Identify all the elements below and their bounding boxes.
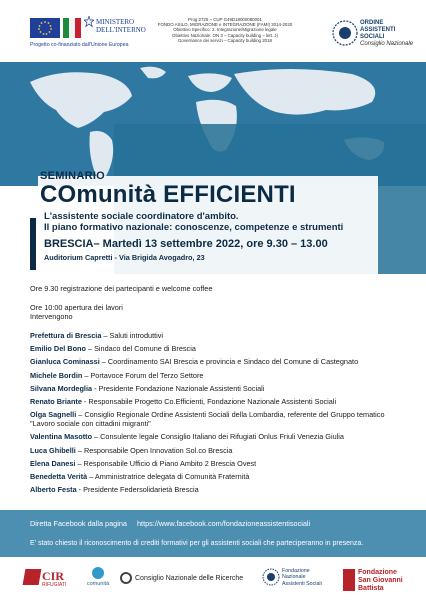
- speaker-item: Emilio Del Bono – Sindaco del Comune di Brescia: [30, 344, 196, 354]
- fsg-mark-icon: [343, 569, 355, 591]
- program-section: [30, 284, 400, 498]
- event-type-label: SEMINARIO: [40, 170, 106, 182]
- fnas-name: Fondazione Nazionale Assistenti Sociali: [282, 568, 322, 587]
- comunita-dot-icon: [92, 567, 104, 579]
- speaker-item: Olga Sagnelli – Consiglio Regionale Ordine Assistenti Sociali della Lombardia, referente del Gruppo tematico "Lavoro sociale con cittadini migranti": [30, 410, 385, 429]
- hero-banner: [0, 58, 426, 276]
- speaker-item: Prefettura di Brescia – Saluti introduttivi: [30, 331, 164, 340]
- speaker-item: Michele Bordin – Portavoce Forum del Terzo Settore: [30, 370, 204, 380]
- ministry-name: MINISTERO DELL'INTERNO: [96, 18, 146, 34]
- event-title: COmunità EFFICIENTI: [40, 181, 296, 208]
- event-subtitle: L'assistente sociale coordinatore d'ambito. Il piano formativo nazionale: conoscenze, competenze e strumenti: [44, 211, 344, 233]
- speaker-item: Benedetta Verità – Amministratrice delegata di Comunità Fraternità: [30, 471, 250, 481]
- ordine-assistenti-sociali: ORDINE ASSISTENTI SOCIALI Consiglio Nazionale: [360, 20, 414, 47]
- republic-emblem-icon: [84, 16, 94, 30]
- event-venue: Auditorium Capretti - Via Brigida Avogadro, 23: [44, 253, 205, 262]
- cir-logo: CIR RIFUGIATI: [24, 569, 66, 591]
- speakers-intro: Intervengono: [30, 312, 73, 321]
- speaker-item: Renato Briante - Responsabile Progetto Co.Efficienti, Fondazione Nazionale Assistenti Sociali: [30, 396, 337, 406]
- partner-logos: [0, 560, 426, 600]
- facebook-live-line: [30, 519, 310, 528]
- footer-band: [0, 510, 426, 557]
- facebook-label: Diretta Facebook dalla pagina: [30, 519, 127, 528]
- speaker-item: Gianluca Cominassi – Coordinamento SAI Brescia e provincia e Sindaco del Comune di Castegnato: [30, 357, 359, 367]
- comunita-logo: comunità: [78, 567, 118, 595]
- speaker-item: Elena Danesi – Responsabile Ufficio di Piano Ambito 2 Brescia Ovest: [30, 458, 257, 468]
- opening-line: Ore 10:00 apertura dei lavori: [30, 303, 123, 312]
- fnas-logo-icon: [262, 568, 280, 586]
- title-accent-bar: [30, 218, 36, 270]
- cnr-logo: Consiglio Nazionale delle Ricerche: [120, 572, 243, 584]
- eu-flag-icon: [30, 18, 60, 38]
- facebook-url-link[interactable]: https://www.facebook.com/fondazioneassistentisociali: [136, 519, 311, 528]
- event-date: BRESCIA– Martedì 13 settembre 2022, ore 9.30 – 13.00: [44, 238, 328, 250]
- speaker-item: Silvana Mordeglia - Presidente Fondazione Nazionale Assistenti Sociali: [30, 383, 265, 393]
- speaker-item: Alberto Festa - Presidente Federsolidarietà Brescia: [30, 485, 199, 495]
- eu-cofinance-caption: Progetto co-finanziato dall'Unione Europea: [30, 42, 129, 48]
- registration-line: Ore 9.30 registrazione dei partecipanti e welcome coffee: [30, 284, 213, 293]
- cnr-ring-icon: [120, 572, 132, 584]
- speaker-item: Luca Ghibelli – Responsabile Open Innovation Sol.co Brescia: [30, 445, 233, 455]
- project-reference: Prog:2725 – CUP G49D18000080001 FONDO ASILO, MIGRAZIONE e INTEGRAZIONE (FAMI) 2014-2020 Obiettivo Specifico: 2. Integrazione/Migrazione legale Obiettivo Nazionale: ON 3 – Capacity building – lett. J) Governance dei servizi – Capacity building 2018: [157, 17, 293, 43]
- ordine-logo-icon: [332, 20, 358, 46]
- credits-note: E' stato chiesto il riconoscimento di crediti formativi per gli assistenti sociali che parteciperanno in presenza.: [30, 540, 364, 547]
- speaker-item: Valentina Masotto – Consulente legale Consiglio Italiano dei Rifugiati Onlus Friuli Venezia Giulia: [30, 432, 344, 442]
- italian-flag-icon: [63, 18, 81, 38]
- cir-mark-icon: [23, 569, 42, 585]
- fsg-name: Fondazione San Giovanni Battista: [358, 569, 403, 592]
- header-band: [0, 0, 426, 58]
